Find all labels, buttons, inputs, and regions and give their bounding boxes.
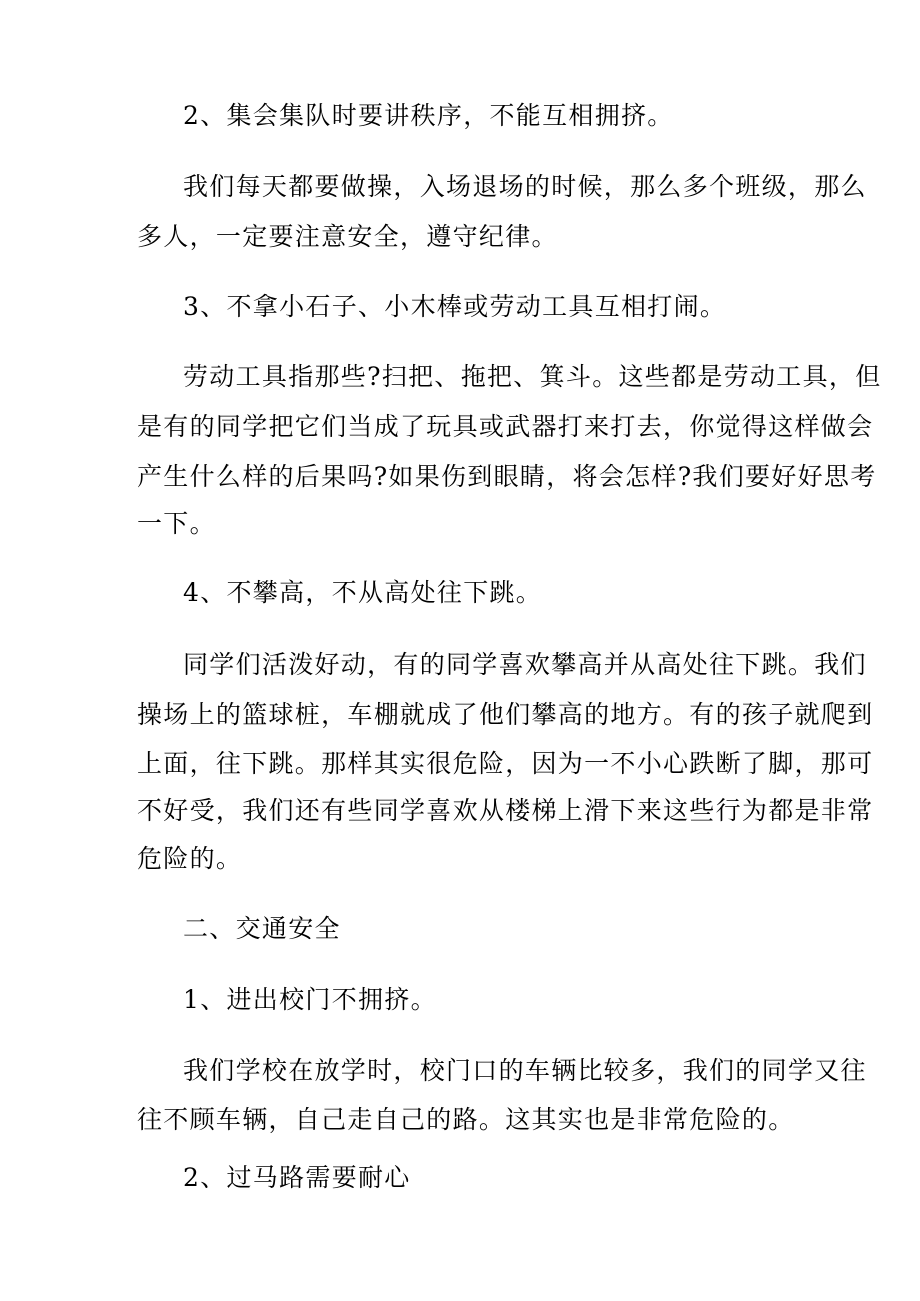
paragraph-line: 操场上的篮球桩，车棚就成了他们攀高的地方。有的孩子就爬到 (137, 700, 874, 729)
paragraph-line: 危险的。 (137, 844, 243, 873)
paragraph-line: 往不顾车辆，自己走自己的路。这其实也是非常危险的。 (137, 1105, 795, 1134)
paragraph-line: 我们学校在放学时，校门口的车辆比较多，我们的同学又往 (183, 1056, 867, 1085)
item-heading: 4、不攀高，不从高处往下跳。 (183, 578, 543, 607)
paragraph-line: 是有的同学把它们当成了玩具或武器打来打去，你觉得这样做会 (137, 412, 874, 441)
paragraph-line: 劳动工具指那些?扫把、拖把、箕斗。这些都是劳动工具，但 (183, 362, 882, 391)
item-heading: 1、进出校门不拥挤。 (183, 985, 437, 1014)
section-heading: 二、交通安全 (183, 914, 341, 943)
item-heading: 2、集会集队时要讲秩序，不能互相拥挤。 (183, 101, 674, 130)
paragraph-line: 上面，往下跳。那样其实很危险，因为一不小心跌断了脚，那可 (137, 749, 874, 778)
paragraph-line: 同学们活泼好动，有的同学喜欢攀高并从高处往下跳。我们 (183, 650, 867, 679)
item-heading: 2、过马路需要耐心 (183, 1163, 411, 1192)
paragraph-line: 产生什么样的后果吗?如果伤到眼睛，将会怎样?我们要好好思考 (137, 462, 877, 491)
paragraph-line: 我们每天都要做操，入场退场的时候，那么多个班级，那么 (183, 172, 867, 201)
paragraph-line: 多人，一定要注意安全，遵守纪律。 (137, 222, 558, 251)
paragraph-line: 一下。 (137, 509, 216, 538)
paragraph-line: 不好受，我们还有些同学喜欢从楼梯上滑下来这些行为都是非常 (137, 796, 874, 825)
item-heading: 3、不拿小石子、小木棒或劳动工具互相打闹。 (183, 292, 727, 321)
